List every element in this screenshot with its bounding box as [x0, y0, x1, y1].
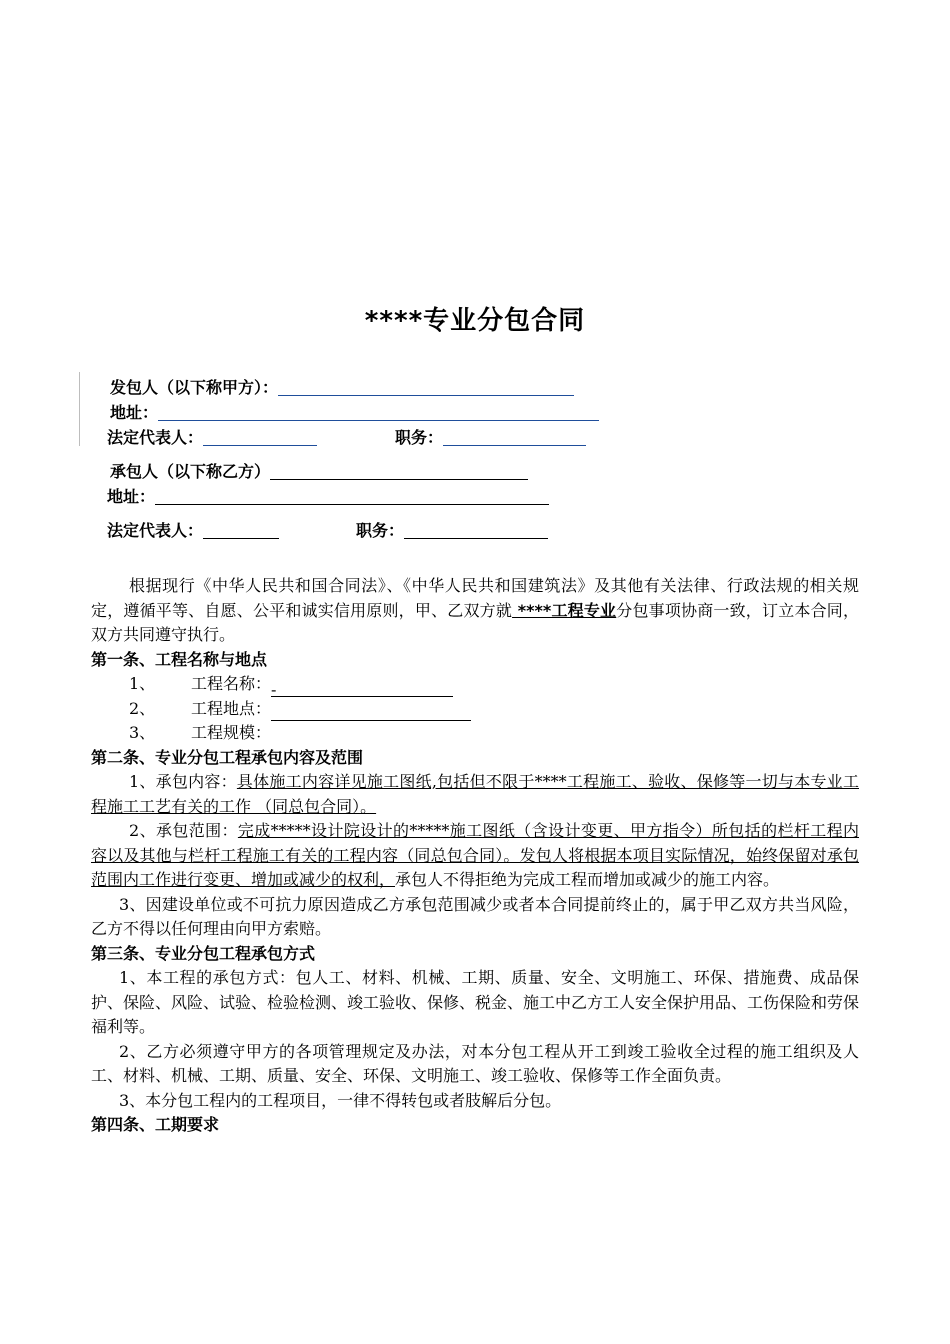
article1-item-1: [91, 672, 859, 697]
party-b-post-line: [356, 518, 548, 541]
party-b-rep-label: 法定代表人：: [107, 521, 204, 540]
item-label: 工程地点：: [191, 698, 272, 718]
party-b-post-label: 职务：: [356, 521, 405, 540]
article2-heading: 第二条、专业分包工程承包内容及范围: [91, 747, 364, 767]
party-b-rep-line: [107, 518, 279, 541]
party-a-post-field[interactable]: [443, 444, 586, 446]
party-a-address-label: 地址：: [110, 403, 159, 422]
party-a-rep-line: [107, 425, 317, 448]
party-a-address-field[interactable]: [158, 419, 599, 421]
intro-paragraph: [91, 574, 859, 648]
party-b-address-label: 地址：: [107, 487, 156, 506]
article1-item-2: [91, 697, 859, 722]
party-a-name-field[interactable]: [278, 394, 574, 396]
article3-paragraph-2: 2、乙方必须遵守甲方的各项管理规定及办法，对本分包工程从开工到竣工验收全过程的施工组织及人工、材料、机械、工期、质量、安全、环保、文明施工、竣工验收、保修等工作全面负责。: [91, 1041, 859, 1085]
item-label: 工程名称：: [191, 674, 272, 693]
party-a-post-line: [395, 425, 586, 448]
page-title: ****专业分包合同: [364, 306, 586, 336]
article1-item-3: [91, 721, 859, 746]
article3-paragraph-1: 1、本工程的承包方式：包人工、材料、机械、工期、质量、安全、文明施工、环保、措施费、成品保护、保险、风险、试验、检验检测、竣工验收、保修、税金、施工中乙方工人安全保护用品、工伤保险和劳保福利等。: [91, 968, 860, 1036]
article4-heading: 第四条、工期要求: [91, 1115, 220, 1134]
party-a-line: [110, 375, 574, 398]
item-number: 3、: [129, 723, 156, 742]
project-location-field[interactable]: [271, 702, 471, 721]
party-a-post-label: 职务：: [395, 428, 444, 447]
party-b-name-field[interactable]: [270, 478, 528, 480]
party-a-address-line: [110, 400, 599, 423]
article3-paragraph-3: 3、本分包工程内的工程项目，一律不得转包或者肢解后分包。: [119, 1090, 562, 1110]
margin-rule: [79, 372, 80, 446]
party-a-rep-label: 法定代表人：: [107, 428, 204, 447]
party-b-address-field[interactable]: [155, 503, 549, 505]
article3-heading: 第三条、专业分包工程承包方式: [91, 943, 316, 963]
party-b-label: 承包人（以下称乙方）: [110, 462, 271, 481]
item-label: 工程规模：: [191, 723, 272, 742]
article2-paragraph-3: 3、因建设单位或不可抗力原因造成乙方承包范围减少或者本合同提前终止的，属于甲乙双方共当风险，乙方不得以任何理由向甲方索赔。: [91, 894, 859, 938]
article2-paragraph-2: [91, 819, 859, 893]
party-b-post-field[interactable]: [404, 537, 548, 539]
project-name-field[interactable]: -: [271, 678, 453, 697]
party-b-rep-field[interactable]: [203, 537, 279, 539]
item-number: 2、: [129, 698, 156, 718]
clause-underlined: 完成*****设计院设计的*****施工图纸（含设计变更、甲方指令）所包括的栏杆工程内容以及其他与栏杆工程施工有关的工程内容（同总包合同）。发包人将根据本项目实际情况，始终保留对承包范围内工作进行变更、增加或减少的权利，: [91, 821, 859, 889]
clause-lead: 1、承包内容：: [129, 772, 237, 791]
article2-paragraph-1: [91, 770, 859, 819]
party-a-rep-field[interactable]: [203, 444, 317, 446]
item-number: 1、: [129, 674, 156, 693]
contract-body: [91, 574, 859, 1138]
clause-lead: 2、承包范围：: [129, 821, 238, 840]
party-a-label: 发包人（以下称甲方）：: [110, 378, 279, 397]
party-b-address-line: [107, 484, 549, 507]
clause-underlined: 具体施工内容详见施工图纸,包括但不限于****工程施工、验收、保修等一切与本专业工程施工工艺有关的工作 （同总包合同）。: [91, 772, 859, 816]
clause-tail: 承包人不得拒绝为完成工程而增加或减少的施工内容。: [395, 870, 780, 889]
intro-text: 根据现行《中华人民共和国合同法》、《中华人民共和国建筑法》及其他有关法律、行政法规的相关规定，遵循平等、自愿、公平和诚实信用原则，甲、乙双方就: [91, 576, 859, 620]
article1-heading: 第一条、工程名称与地点: [91, 649, 268, 669]
intro-text-end: 分包事项协商一致，订立本合同，双方共同遵守执行。: [91, 600, 859, 644]
project-name-emphasis: ****工程专业: [512, 600, 617, 620]
party-b-line: [110, 459, 528, 482]
